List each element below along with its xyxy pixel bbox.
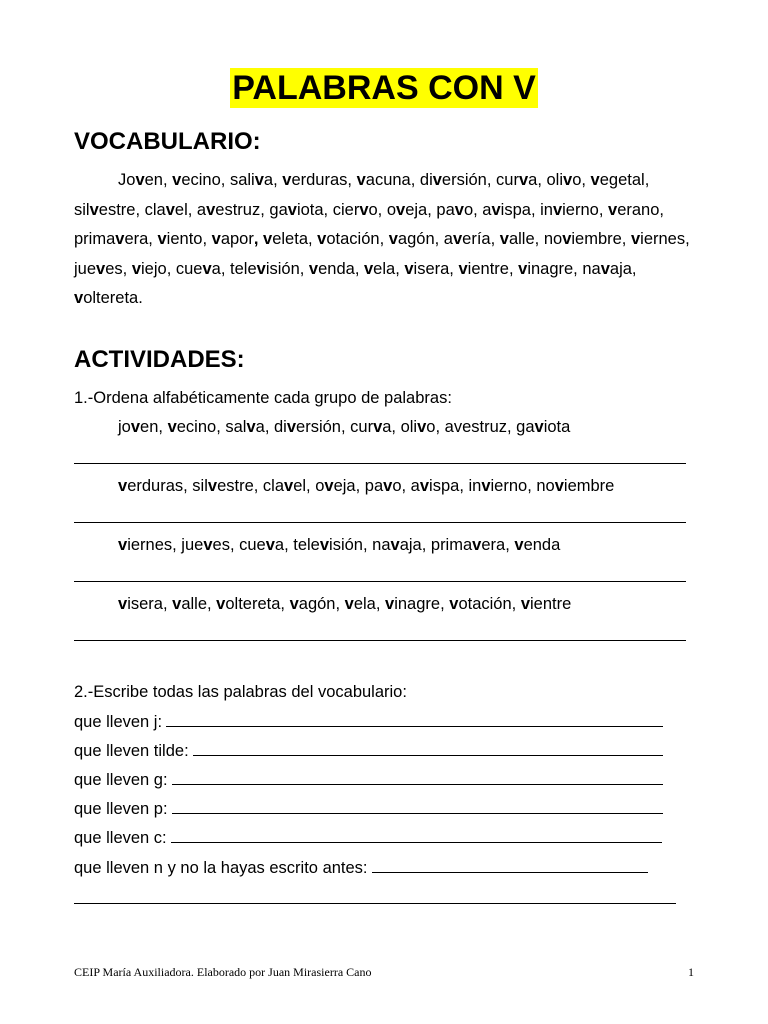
answer-row-j <box>74 712 663 732</box>
footer-page-number: 1 <box>688 965 694 979</box>
answer-line-2[interactable] <box>74 522 686 523</box>
answer-line-3[interactable] <box>74 581 686 582</box>
answer-field-n[interactable] <box>372 858 648 873</box>
answer-line-extra[interactable] <box>74 903 676 904</box>
vocabulary-heading: VOCABULARIO: <box>74 128 261 155</box>
word-group-2: verduras, silvestre, clavel, oveja, pavo, avispa, invierno, noviembre <box>118 477 615 495</box>
answer-row-g <box>74 770 663 790</box>
answer-label-j: que lleven j: <box>74 713 163 731</box>
activity-1-prompt: 1.-Ordena alfabéticamente cada grupo de palabras: <box>74 389 452 407</box>
answer-label-p: que lleven p: <box>74 800 168 818</box>
page-title: PALABRAS CON V <box>232 69 536 107</box>
vocabulary-paragraph: Joven, vecino, saliva, verduras, vacuna, diversión, curva, olivo, vegetal, silvestre, clavel, avestruz, gaviota, ciervo, oveja, pavo, avispa, invierno, verano, primavera, viento, vapor, veleta, votación, vagón, avería, valle, noviembre, viernes, jueves, viejo, cueva, televisión, venda, vela, visera, vientre, vinagre, navaja, voltereta. <box>74 171 690 307</box>
answer-field-p[interactable] <box>172 799 663 814</box>
activities-heading: ACTIVIDADES: <box>74 346 245 373</box>
answer-line-4[interactable] <box>74 640 686 641</box>
answer-field-g[interactable] <box>172 770 663 785</box>
word-group-1: joven, vecino, salva, diversión, curva, olivo, avestruz, gaviota <box>118 418 571 436</box>
word-group-4: visera, valle, voltereta, vagón, vela, vinagre, votación, vientre <box>118 595 572 613</box>
answer-label-tilde: que lleven tilde: <box>74 742 189 760</box>
answer-label-n: que lleven n y no la hayas escrito antes: <box>74 859 368 877</box>
answer-row-p <box>74 799 663 819</box>
word-group-3: viernes, jueves, cueva, televisión, navaja, primavera, venda <box>118 536 561 554</box>
answer-line-1[interactable] <box>74 463 686 464</box>
answer-row-tilde <box>74 741 663 761</box>
answer-row-n <box>74 858 648 878</box>
footer-credit: CEIP María Auxiliadora. Elaborado por Juan Mirasierra Cano <box>74 965 372 979</box>
answer-label-c: que lleven c: <box>74 829 167 847</box>
answer-label-g: que lleven g: <box>74 771 168 789</box>
title-container <box>0 68 768 108</box>
answer-field-tilde[interactable] <box>193 741 663 756</box>
activity-2-prompt: 2.-Escribe todas las palabras del vocabulario: <box>74 683 407 701</box>
answer-row-c <box>74 828 662 848</box>
answer-field-j[interactable] <box>166 712 663 727</box>
answer-field-c[interactable] <box>171 828 662 843</box>
